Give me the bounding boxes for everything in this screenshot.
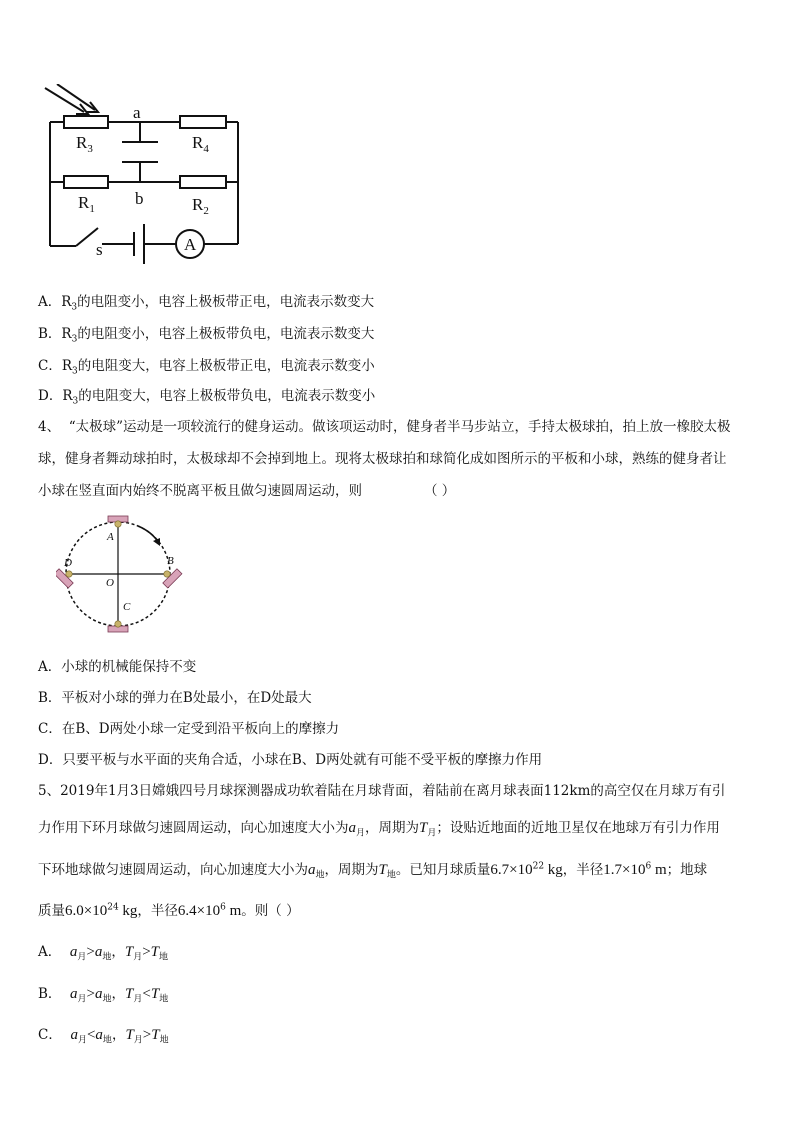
point-d-label: D bbox=[64, 557, 72, 569]
q4-option-d: D．只要平板与水平面的夹角合适，小球在B、D两处就有可能不受平板的摩擦力作用 bbox=[38, 752, 543, 768]
label-r1-sub: 1 bbox=[89, 203, 95, 215]
taichi-ball-diagram bbox=[56, 514, 186, 634]
q4-text-line3: 小球在竖直面内始终不脱离平板且做匀速圆周运动，则 （ ） bbox=[38, 483, 456, 499]
point-a-label: A bbox=[107, 531, 114, 543]
point-c-label: C bbox=[123, 601, 131, 613]
q5-line4: 质量$6.0\times 10^{24}$ kg，半径$6.4\times 10^6$ m。则（ ） bbox=[38, 902, 300, 919]
q5-line3: 下环地球做匀速圆周运动，向心加速度大小为$a_地$，周期为$T_地$。已知月球质量$6.7\times 10^{22}$ kg，半径$1.7\times 10^6$ m；地球 bbox=[38, 861, 708, 881]
label-a: a bbox=[133, 103, 141, 122]
label-b: b bbox=[135, 189, 144, 208]
svg-text:R1 bbox=[78, 193, 95, 215]
point-o-label: O bbox=[106, 577, 114, 589]
q4-option-c: C．在B、D两处小球一定受到沿平板向上的摩擦力 bbox=[38, 721, 340, 737]
q4-text-line2: 球，健身者舞动球拍时，太极球却不会掉到地上。现将太极球拍和球简化成如图所示的平板和小球，熟练的健身者让 bbox=[38, 451, 727, 467]
q4-option-b: B．平板对小球的弹力在B处最小，在D处最大 bbox=[38, 690, 312, 706]
svg-text:R2 bbox=[192, 195, 209, 217]
q5-option-c: C． $a_月<a_地$，$T_月>T_地$ bbox=[38, 1027, 169, 1046]
circuit-diagram bbox=[40, 84, 250, 269]
svg-text:R4 bbox=[192, 133, 209, 155]
q3-option-a: A．$R_3$的电阻变小，电容上极板带正电，电流表示数变大 bbox=[38, 294, 375, 313]
q5-line2: 力作用下环月球做匀速圆周运动，向心加速度大小为$a_月$，周期为$T_月$；设贴近地面的近地卫星仅在地球万有引力作用 bbox=[38, 820, 720, 839]
label-r3: R bbox=[76, 133, 88, 152]
q3-option-c: C．$R_3$的电阻变大，电容上极板带正电，电流表示数变小 bbox=[38, 358, 375, 377]
svg-text:R3 bbox=[76, 133, 93, 155]
q5-option-a: A． $a_月>a_地$，$T_月>T_地$ bbox=[38, 944, 169, 963]
label-r3-sub: 3 bbox=[87, 143, 93, 155]
q4-text-line1: 4、 “太极球”运动是一项较流行的健身运动。做该项运动时，健身者半马步站立，手持太极球拍，拍上放一橡胶太极 bbox=[38, 419, 731, 435]
q4-option-a: A．小球的机械能保持不变 bbox=[38, 659, 197, 675]
label-r4: R bbox=[192, 133, 204, 152]
q4-number: 4、 bbox=[38, 419, 61, 435]
q3-option-d: D．$R_3$的电阻变大，电容上极板带负电，电流表示数变小 bbox=[38, 388, 376, 407]
q5-option-b: B． $a_月>a_地$，$T_月<T_地$ bbox=[38, 986, 169, 1005]
label-r2-sub: 2 bbox=[203, 205, 209, 217]
label-r2: R bbox=[192, 195, 204, 214]
q5-line1: 5、2019年1月3日嫦娥四号月球探测器成功软着陆在月球背面，着陆前在离月球表面112km的高空仅在月球万有引 bbox=[38, 783, 726, 799]
label-s: s bbox=[96, 240, 103, 259]
answer-bracket: （ ） bbox=[424, 483, 456, 499]
point-b-label: B bbox=[167, 555, 174, 567]
label-r1: R bbox=[78, 193, 90, 212]
ammeter-label: A bbox=[184, 235, 197, 254]
q3-option-b: B．$R_3$的电阻变小，电容上极板带负电，电流表示数变大 bbox=[38, 326, 375, 345]
label-r4-sub: 4 bbox=[203, 143, 209, 155]
